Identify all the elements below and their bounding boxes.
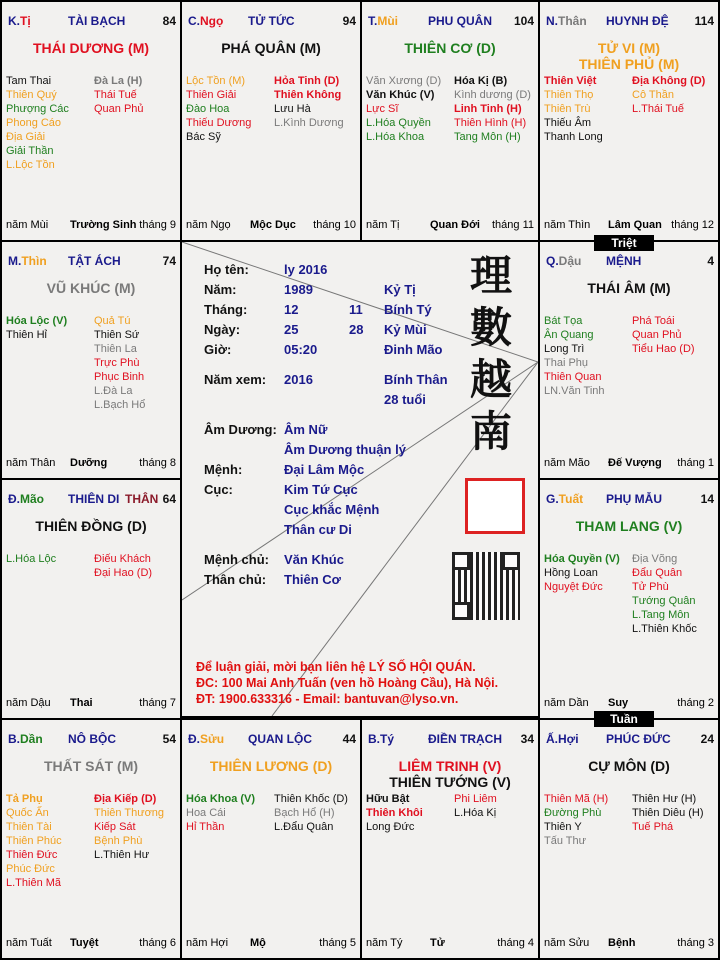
palace-tật-ách[interactable] [0,240,182,480]
star: L.Tang Môn [632,609,690,621]
star: Thiên Y [544,821,582,833]
main-star: CỰ MÔN (D) [588,758,670,774]
palace-code: B.Dần [8,732,43,746]
palace-code: B.Tý [368,732,395,746]
palace-month: tháng 5 [319,937,356,949]
canchi-value: Bính Thân [384,372,448,387]
star: Hóa Khoa (V) [186,793,256,805]
info-label: Năm xem: [204,372,267,387]
star: L.Hóa Lộc [6,553,57,565]
info-value: Văn Khúc [284,552,344,567]
main-star: PHÁ QUÂN (M) [221,40,321,56]
palace-stage: Trường Sinh [70,219,137,231]
tag-triet: Triệt [594,235,654,251]
tag-tuan: Tuần [594,711,654,727]
star: Long Đức [366,821,415,833]
palace-code: Ấ.Hợi [546,732,579,746]
star: L.Thiên Hư [94,849,150,861]
star: L.Hóa Khoa [366,131,425,143]
star: Tướng Quân [632,595,696,607]
main-star: THẤT SÁT (M) [43,758,139,774]
info-label: Tháng: [204,302,248,317]
star: Lộc Tồn (M) [186,75,246,87]
main-star: LIÊM TRINH (V) [398,758,502,774]
star: L.Kình Dương [274,117,344,129]
palace-year: năm Thìn [544,219,591,231]
star: Tả Phụ [6,793,43,805]
star: Thiên Khốc (D) [274,793,348,805]
palace-thiên-di[interactable] [0,478,182,720]
palace-year: năm Dần [544,697,589,709]
star: Thai Phụ [544,357,589,369]
contact-line: ĐT: 1900.633316 - Email: bantuvan@lyso.vn. [196,692,459,706]
star: Thiên Thọ [544,89,594,101]
palace-age: 24 [700,732,714,746]
palace-month: tháng 4 [497,937,534,949]
canchi-value: Bính Tý [384,302,432,317]
star: Phi Liêm [454,793,497,805]
main-star: TỬ VI (M) [597,40,661,56]
palace-name: NÔ BỘC [68,732,116,746]
palace-mệnh[interactable] [538,240,720,480]
contact-line: ĐC: 100 Mai Anh Tuấn (ven hồ Hoàng Cầu), Hà Nội. [196,676,499,690]
palace-name: HUYNH ĐỆ [606,14,669,28]
palace-year: năm Dậu [6,697,51,709]
qr-code[interactable] [452,552,520,620]
star: Tấu Thư [544,835,587,847]
palace-name: MỆNH [606,254,642,268]
palace-stage: Mộ [250,937,266,949]
star: Thiên Quý [6,89,57,101]
palace-age: 44 [342,732,356,746]
palace-month: tháng 1 [677,457,714,469]
main-star: THIÊN ĐỒNG (D) [35,518,147,534]
palace-stage: Bệnh [608,937,636,949]
star: Quan Phủ [632,329,682,341]
star: Phá Toái [632,315,675,327]
star: L.Hóa Kị [454,807,497,819]
palace-month: tháng 10 [313,219,356,231]
info-value: 1989 [284,282,313,297]
red-seal [465,478,525,534]
palace-month: tháng 12 [671,219,714,231]
info-value: Âm Dương thuận lý [284,442,406,457]
palace-year: năm Tuất [6,937,52,949]
info-label: Mệnh: [204,462,243,477]
star: Thiên Hình (H) [454,117,527,129]
main-stars [2,40,180,56]
info-value: Thiên Cơ [284,572,341,587]
palace-name: PHU QUÂN [428,14,493,28]
palace-name: TẬT ÁCH [68,254,121,268]
canchi-value: 28 tuổi [384,392,426,407]
star: L.Đà La [94,385,133,397]
star: Phục Binh [94,371,145,383]
star: Văn Xương (D) [366,75,442,87]
main-stars [540,40,718,72]
star: Linh Tinh (H) [454,103,522,115]
info-value: Thân cư Di [284,522,352,537]
star: Văn Khúc (V) [366,89,435,101]
palace-tử-tức[interactable] [180,0,362,242]
palace-stage: Đế Vượng [608,457,662,469]
palace-month: tháng 7 [139,697,176,709]
info-label: Năm: [204,282,237,297]
palace-stage: Suy [608,697,629,709]
info-value: 12 [284,302,299,317]
star: Thiếu Dương [186,117,252,129]
palace-phụ-mẫu[interactable] [538,478,720,720]
palace-name: QUAN LỘC [248,732,312,746]
main-stars [540,758,718,774]
info-label: Cục: [204,482,233,497]
info-label: Họ tên: [204,262,249,277]
star: Lưu Hà [274,103,311,115]
main-stars [182,40,360,56]
star: Thiên Giải [186,89,237,101]
star: Tang Môn (H) [454,131,521,143]
main-stars [182,758,360,774]
star: Đại Hao (D) [94,567,153,579]
star: L.Thiên Mã [6,877,62,889]
star: Đường Phù [544,807,602,819]
palace-year: năm Tị [366,219,400,231]
star: Thiên Trù [544,103,591,115]
star: Thiên Quan [544,371,602,383]
palace-code: Đ.Mão [8,492,44,506]
palace-điền-trạch[interactable] [360,718,540,960]
logo-char: 越 [470,355,513,404]
star: Địa Không (D) [632,75,706,87]
logo-char: 理 [470,251,513,300]
palace-age: 84 [162,14,176,28]
palace-month: tháng 6 [139,937,176,949]
main-stars [362,758,538,790]
star: L.Hóa Quyền [366,117,431,129]
star: Phượng Các [6,103,69,115]
star: Thiên Hỉ [6,329,47,341]
palace-month: tháng 11 [491,219,534,231]
palace-age: 94 [342,14,356,28]
star: Bệnh Phù [94,835,143,847]
star: Thiên Mã (H) [544,793,609,805]
star: Thiếu Âm [544,117,592,129]
info-label: Thân chủ: [204,572,267,587]
palace-stage: Mộc Dục [250,219,296,231]
star: Thiên Phúc [6,835,62,847]
star: Thiên La [94,343,137,355]
main-stars [2,280,180,296]
main-stars [362,40,538,56]
palace-stage: Lâm Quan [608,219,662,231]
star: Ân Quang [544,329,594,341]
palace-year: năm Hợi [186,937,229,949]
star: L.Bạch Hổ [94,399,146,411]
star: Hoa Cái [186,807,226,819]
main-star: VŨ KHÚC (M) [46,280,136,296]
palace-month: tháng 3 [677,937,714,949]
star: Thiên Diêu (H) [632,807,704,819]
star: Phong Cáo [6,117,62,129]
palace-year: năm Mùi [6,219,49,231]
star: Quốc Ấn [6,807,49,819]
palace-name: PHỤ MẪU [606,492,662,506]
star: L.Thiên Khốc [632,623,697,635]
palace-year: năm Thân [6,457,56,469]
star: Bát Tọa [544,315,583,327]
info-label: Giờ: [204,342,232,357]
logo-char: 數 [470,303,513,352]
info-label: Mệnh chủ: [204,552,269,567]
star: Địa Võng [632,553,678,565]
star: Cô Thần [632,89,674,101]
palace-stage: Tử [430,937,445,949]
main-star: THIÊN PHỦ (M) [578,56,680,72]
star: Thiên Sứ [94,329,140,341]
main-stars [540,518,718,534]
star: Hóa Kị (B) [454,75,508,87]
star: Thiên Không [274,89,342,101]
star: Bác Sỹ [186,131,221,143]
palace-quan-lộc[interactable] [180,718,362,960]
palace-name: TÀI BẠCH [68,14,126,28]
canchi-value: Kỷ Mùi [384,322,427,337]
palace-year: năm Ngọ [186,219,231,231]
main-star: THIÊN CƠ (D) [404,40,496,56]
than-marker: THÂN [125,492,159,506]
star: Thiên Đức [6,849,58,861]
star: Tử Phù [632,581,669,593]
palace-stage: Dưỡng [70,457,108,469]
star: Nguyệt Đức [544,581,603,593]
contact-line: Để luận giải, mời bạn liên hệ LÝ SỐ HỘI QUÁN. [196,660,476,674]
star: Bạch Hổ (H) [274,807,335,819]
star: Phúc Đức [6,863,55,875]
palace-age: 14 [700,492,714,506]
star: LN.Văn Tinh [544,385,605,397]
star: Thiên Tài [6,821,52,833]
main-stars [2,758,180,774]
star: Tam Thai [6,75,52,87]
main-stars [540,280,718,296]
star: Giải Thần [6,145,54,157]
star: Địa Giải [6,131,46,143]
palace-stage: Thai [70,697,93,709]
main-star: THIÊN TƯỚNG (V) [389,774,511,790]
star: Thiên Khôi [366,807,423,819]
star: Thái Tuế [94,89,137,101]
star: Kình dương (D) [454,89,531,101]
palace-name: PHÚC ĐỨC [606,732,671,746]
info-value: Kim Tứ Cục [284,482,358,497]
info-value: Đại Lâm Mộc [284,462,365,477]
star: Hỏa Tinh (D) [274,75,340,87]
palace-code: T.Mùi [368,14,399,28]
palace-phúc-đức[interactable] [538,718,720,960]
palace-code: Q.Dậu [546,254,582,268]
palace-age: 54 [162,732,176,746]
palace-age: 114 [694,14,714,28]
palace-age: 104 [513,14,534,28]
palace-stage: Tuyệt [70,937,99,949]
palace-name: ĐIỀN TRẠCH [428,732,502,746]
info-value: Âm Nữ [284,422,328,437]
info-value: 05:20 [284,342,318,357]
star: Đào Hoa [186,103,230,115]
info-value: Cục khắc Mệnh [284,502,380,517]
palace-code: Đ.Sửu [188,732,225,746]
star: Tuế Phá [632,821,674,833]
palace-nô-bộc[interactable] [0,718,182,960]
star: Quan Phủ [94,103,144,115]
star: L.Lộc Tồn [6,159,55,171]
star: Hữu Bật [366,793,410,805]
star: Thiên Hư (H) [632,793,697,805]
palace-phu-quân[interactable] [360,0,540,242]
palace-year: năm Sửu [544,937,590,949]
star: Hóa Lộc (V) [6,315,68,327]
palace-code: K.Tị [8,14,31,28]
info-value: 25 [284,322,299,337]
info-label: Ngày: [204,322,241,337]
main-star: THÁI ÂM (M) [587,280,671,296]
palace-code: N.Thân [546,14,587,28]
star: Kiếp Sát [94,821,136,833]
star: L.Đẩu Quân [274,821,334,833]
main-star: THIÊN LƯƠNG (D) [209,758,333,774]
logo-char: 南 [470,407,513,456]
star: Trực Phù [94,357,140,369]
star: Thiên Việt [544,75,597,87]
star: Tiểu Hao (D) [632,343,695,355]
main-stars [2,518,180,534]
palace-name: THIÊN DI [68,492,120,506]
palace-stage: Quan Đới [430,219,480,231]
star: Thanh Long [544,131,603,143]
canchi-value: Kỷ Tị [384,282,416,297]
palace-year: năm Tý [366,937,403,949]
palace-age: 34 [520,732,534,746]
main-star: THÁI DƯƠNG (M) [32,40,150,56]
palace-code: M.Thìn [8,254,47,268]
palace-age: 4 [707,254,714,268]
star: Hóa Quyền (V) [544,553,620,565]
palace-huynh-đệ[interactable] [538,0,720,242]
star: Hồng Loan [544,567,598,579]
star: Đẩu Quân [632,567,683,579]
palace-month: tháng 2 [677,697,714,709]
star: L.Thái Tuế [632,103,684,115]
star: Địa Kiếp (D) [94,793,157,805]
star: Hỉ Thần [186,821,225,833]
palace-age: 64 [162,492,176,506]
center-info-panel [180,240,540,718]
palace-name: TỬ TỨC [248,14,295,28]
palace-tài-bạch[interactable] [0,0,182,242]
star: Quả Tú [94,315,131,327]
palace-year: năm Mão [544,457,590,469]
lunar-value: 11 [349,302,363,317]
star: Thiên Thương [94,807,165,819]
palace-month: tháng 9 [139,219,176,231]
star: Điếu Khách [94,553,151,565]
star: Đà La (H) [94,75,143,87]
palace-month: tháng 8 [139,457,176,469]
lunar-value: 28 [349,322,364,337]
palace-code: C.Ngọ [188,14,224,28]
star: Lực Sĩ [366,103,399,115]
palace-age: 74 [162,254,176,268]
star: Long Trì [544,343,585,355]
info-value: 2016 [284,372,313,387]
info-value: ly 2016 [284,262,328,277]
main-star: THAM LANG (V) [575,518,683,534]
info-label: Âm Dương: [204,422,277,437]
palace-code: G.Tuất [546,492,584,506]
canchi-value: Đinh Mão [384,342,443,357]
